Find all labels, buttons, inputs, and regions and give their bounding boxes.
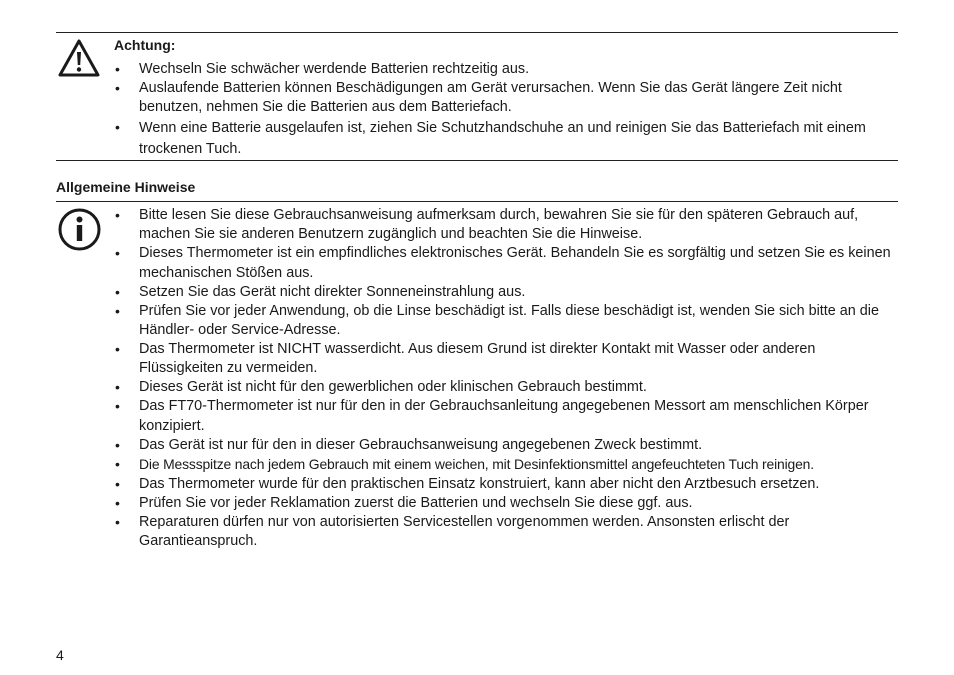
list-item-text: Dieses Thermometer ist ein empfindliches elektronisches Gerät. Behandeln Sie es sorgfältig und setzen Sie es keinen mechanischen Stößen aus. [139,245,891,281]
list-item-text: Wenn eine Batterie ausgelaufen ist, ziehen Sie Schutzhandschuhe an und reinigen Sie das Batteriefach mit einem trockenen Tuch. [139,120,866,157]
bullet: • [115,119,120,135]
general-list [114,206,892,551]
section-title: Allgemeine Hinweise [56,179,196,195]
bullet: • [115,437,120,453]
list-item [114,283,892,302]
bullet: • [115,80,120,96]
list-item [114,244,892,283]
list-item [114,340,892,378]
list-item-text: Das FT70-Thermometer ist nur für den in der Gebrauchsanleitung angegebenen Messort am menschlichen Körper konzipiert. [139,398,869,434]
list-item [114,475,892,494]
list-item-text: Bitte lesen Sie diese Gebrauchsanweisung aufmerksam durch, bewahren Sie sie für den späteren Gebrauch auf, machen Sie sie anderen Benutzern zugänglich und beachten Sie die Hinweise. [139,207,859,242]
list-item [114,302,892,340]
list-item-text: Prüfen Sie vor jeder Reklamation zuerst die Batterien und wechseln Sie diese ggf. aus. [139,495,693,511]
warning-bottom-rule [56,160,898,161]
list-item [114,79,892,117]
bullet: • [115,303,120,319]
list-item-text: Das Thermometer ist NICHT wasserdicht. Aus diesem Grund ist direkter Kontakt mit Wasser oder anderen Flüssigkeiten zu vermeiden. [139,341,816,376]
bullet: • [115,398,120,414]
list-item-text: Auslaufende Batterien können Beschädigungen am Gerät verursachen. Wenn Sie das Gerät längere Zeit nicht benutzen, nehmen Sie die Batterien aus dem Batteriefach. [139,80,842,115]
list-item [114,513,892,551]
list-item [114,60,892,79]
bullet: • [115,514,120,530]
bullet: • [115,495,120,511]
list-item-text: Wechseln Sie schwächer werdende Batterien rechtzeitig aus. [139,61,530,77]
bullet: • [115,456,120,472]
list-item-text: Prüfen Sie vor jeder Anwendung, ob die Linse beschädigt ist. Falls diese beschädigt ist, wenden Sie sich bitte an die Händler- oder Service-Adresse. [139,303,879,338]
list-item [114,397,892,436]
top-rule [56,32,898,33]
section-rule [56,201,898,202]
bullet: • [115,341,120,357]
list-item [114,455,892,475]
info-circle-icon [57,207,102,252]
list-item-text: Das Gerät ist nur für den in dieser Gebrauchsanweisung angegebenen Zweck bestimmt. [139,437,703,453]
list-item [114,436,892,455]
bullet: • [115,61,120,77]
list-item [114,118,892,160]
warning-triangle-icon [57,38,101,78]
list-item-text: Das Thermometer wurde für den praktischen Einsatz konstruiert, kann aber nicht den Arztbesuch ersetzen. [139,476,820,492]
bullet: • [115,207,120,223]
list-item [114,378,892,397]
list-item [114,206,892,244]
list-item-text: Setzen Sie das Gerät nicht direkter Sonneneinstrahlung aus. [139,284,526,300]
list-item-text: Reparaturen dürfen nur von autorisierten Servicestellen vorgenommen werden. Ansonsten erlischt der Garantieanspruch. [139,514,790,549]
bullet: • [115,284,120,300]
list-item [114,494,892,513]
warning-list [114,60,892,160]
bullet: • [115,245,120,261]
list-item-text: Dieses Gerät ist nicht für den gewerblichen oder klinischen Gebrauch bestimmt. [139,379,647,395]
page-number: 4 [56,647,64,663]
bullet: • [115,379,120,395]
bullet: • [115,476,120,492]
list-item-text: Die Messspitze nach jedem Gebrauch mit einem weichen, mit Desinfektionsmittel angefeuchteten Tuch reinigen. [139,456,814,472]
warning-title: Achtung: [114,37,176,53]
